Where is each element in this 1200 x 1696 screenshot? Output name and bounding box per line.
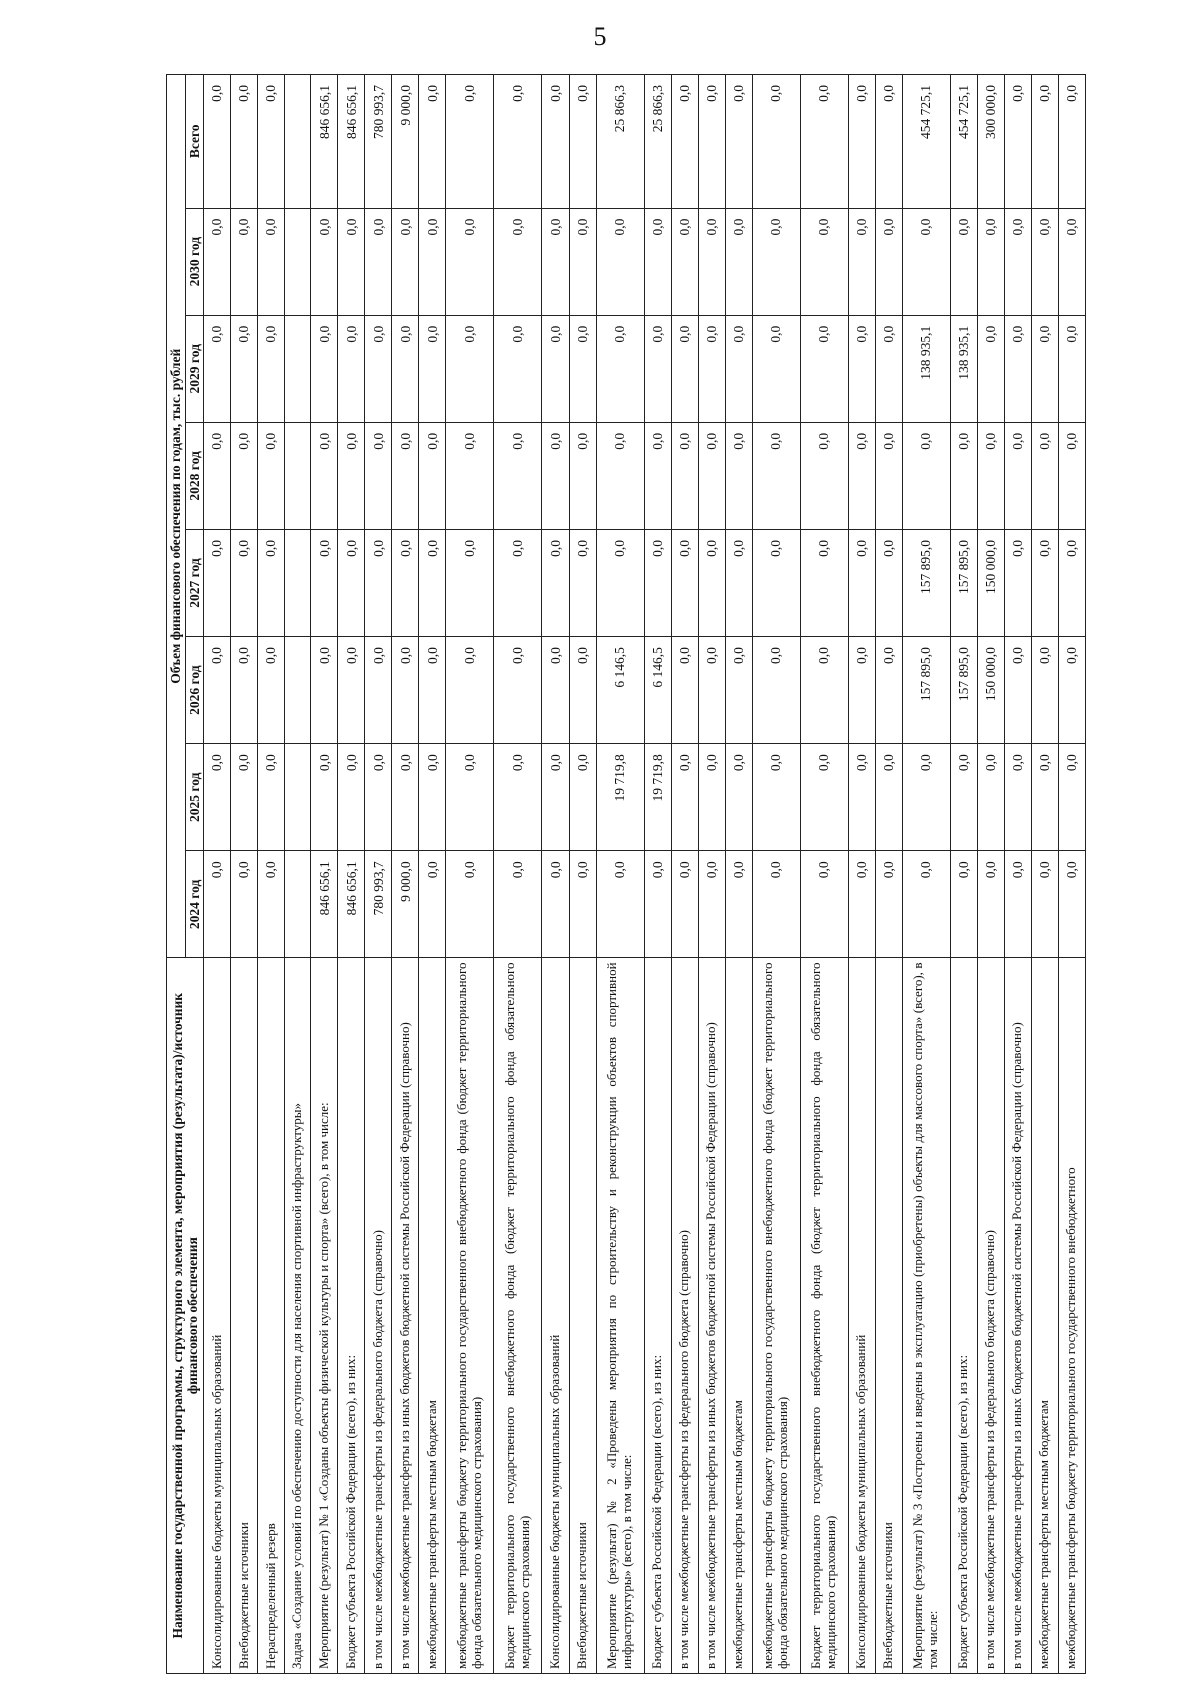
row-value: 0,0 (671, 208, 698, 315)
row-value: 0,0 (1058, 637, 1085, 744)
row-name: Консолидированные бюджеты муниципальных образований (204, 958, 231, 1674)
row-value: 0,0 (671, 637, 698, 744)
header-year: 2024 год (185, 851, 204, 958)
header-year: 2025 год (185, 744, 204, 851)
row-value: 0,0 (569, 315, 596, 422)
row-value: 0,0 (698, 315, 725, 422)
row-value: 0,0 (644, 529, 671, 636)
table-row (285, 75, 311, 1674)
row-value: 0,0 (365, 637, 392, 744)
row-value: 9 000,0 (392, 851, 419, 958)
row-value: 0,0 (1031, 744, 1058, 851)
row-value: 0,0 (494, 529, 542, 636)
table-row (204, 75, 231, 1674)
row-name: в том числе межбюджетные трансферты из федерального бюджета (справочно) (977, 958, 1004, 1674)
header-year: 2030 год (185, 208, 204, 315)
table-row (446, 75, 494, 1674)
row-value: 0,0 (752, 851, 800, 958)
row-value: 780 993,7 (365, 851, 392, 958)
row-value: 157 895,0 (902, 637, 950, 744)
table-row (365, 75, 392, 1674)
row-value: 0,0 (204, 208, 231, 315)
row-name: Бюджет территориального государственного внебюджетного фонда (бюджет территориального фонда обязательного медицинского страхования) (800, 958, 848, 1674)
row-value: 0,0 (338, 529, 365, 636)
row-value: 0,0 (258, 208, 285, 315)
row-value: 0,0 (446, 315, 494, 422)
row-name: Консолидированные бюджеты муниципальных образований (542, 958, 569, 1674)
row-value: 0,0 (875, 637, 902, 744)
row-value: 0,0 (1031, 637, 1058, 744)
row-value: 0,0 (231, 208, 258, 315)
row-value: 0,0 (1058, 529, 1085, 636)
row-value: 0,0 (1004, 851, 1031, 958)
row-value: 0,0 (419, 422, 446, 529)
row-value: 0,0 (1058, 851, 1085, 958)
financing-table (166, 74, 1086, 1674)
row-value: 0,0 (977, 851, 1004, 958)
header-year: 2027 год (185, 529, 204, 636)
table-row (1004, 75, 1031, 1674)
row-value: 0,0 (569, 422, 596, 529)
row-value: 0,0 (258, 529, 285, 636)
row-value: 0,0 (698, 529, 725, 636)
row-value: 0,0 (338, 315, 365, 422)
row-value: 0,0 (596, 422, 644, 529)
row-value: 0,0 (848, 744, 875, 851)
row-value: 300 000,0 (977, 75, 1004, 209)
row-value: 0,0 (752, 744, 800, 851)
row-value: 0,0 (752, 208, 800, 315)
row-name: Задача «Создание условий по обеспечению доступности для населения спортивной инфраструктуры» (285, 958, 311, 1674)
row-value: 0,0 (800, 851, 848, 958)
row-name: межбюджетные трансферты местным бюджетам (419, 958, 446, 1674)
row-value: 0,0 (752, 529, 800, 636)
row-name: Мероприятие (результат) № 2 «Проведены мероприятия по строительству и реконструкции объектов спортивной инфраструктуры» (всего), в том числе: (596, 958, 644, 1674)
row-value: 0,0 (392, 529, 419, 636)
row-value: 0,0 (258, 851, 285, 958)
row-value: 0,0 (231, 851, 258, 958)
row-value: 0,0 (1031, 75, 1058, 209)
row-value: 0,0 (848, 75, 875, 209)
row-name: Консолидированные бюджеты муниципальных образований (848, 958, 875, 1674)
row-value: 0,0 (542, 637, 569, 744)
row-value: 0,0 (1004, 529, 1031, 636)
row-value (285, 208, 311, 315)
row-value: 0,0 (311, 208, 338, 315)
row-value: 0,0 (725, 208, 752, 315)
row-value: 0,0 (569, 851, 596, 958)
row-value: 0,0 (725, 422, 752, 529)
row-value: 0,0 (231, 744, 258, 851)
row-value: 0,0 (725, 75, 752, 209)
row-value: 454 725,1 (902, 75, 950, 209)
row-value: 0,0 (848, 422, 875, 529)
row-value: 846 656,1 (338, 75, 365, 209)
row-value: 0,0 (338, 208, 365, 315)
row-value: 0,0 (698, 208, 725, 315)
row-value (285, 315, 311, 422)
row-name: межбюджетные трансферты бюджету территориального государственного внебюджетного фонда (бюджет территориального фонда обязательного медицинского страхования) (446, 958, 494, 1674)
row-name: в том числе межбюджетные трансферты из иных бюджетов бюджетной системы Российской Федерации (справочно) (698, 958, 725, 1674)
row-value (285, 851, 311, 958)
row-value: 0,0 (392, 315, 419, 422)
row-value: 0,0 (800, 208, 848, 315)
table-row (569, 75, 596, 1674)
row-value: 19 719,8 (596, 744, 644, 851)
row-value: 0,0 (446, 744, 494, 851)
table-row (902, 75, 950, 1674)
row-value: 0,0 (204, 422, 231, 529)
row-name: Бюджет субъекта Российской Федерации (всего), из них: (950, 958, 977, 1674)
row-value: 0,0 (258, 75, 285, 209)
row-name: Внебюджетные источники (231, 958, 258, 1674)
row-value: 0,0 (419, 75, 446, 209)
row-value: 0,0 (338, 637, 365, 744)
row-value: 0,0 (569, 529, 596, 636)
row-name: Внебюджетные источники (875, 958, 902, 1674)
row-value: 0,0 (977, 422, 1004, 529)
row-value: 157 895,0 (950, 637, 977, 744)
row-value: 0,0 (800, 75, 848, 209)
row-value: 0,0 (596, 851, 644, 958)
row-value: 0,0 (419, 208, 446, 315)
row-value: 0,0 (569, 744, 596, 851)
row-value: 0,0 (671, 422, 698, 529)
row-value: 0,0 (1058, 744, 1085, 851)
row-value: 0,0 (231, 422, 258, 529)
row-name: в том числе межбюджетные трансферты из федерального бюджета (справочно) (671, 958, 698, 1674)
row-value: 0,0 (311, 422, 338, 529)
row-value: 0,0 (204, 851, 231, 958)
table-row (231, 75, 258, 1674)
row-name: в том числе межбюджетные трансферты из иных бюджетов бюджетной системы Российской Федерации (справочно) (392, 958, 419, 1674)
row-value: 0,0 (338, 744, 365, 851)
row-value: 0,0 (365, 208, 392, 315)
row-value: 0,0 (494, 422, 542, 529)
row-value: 0,0 (950, 744, 977, 851)
table-row (848, 75, 875, 1674)
row-value: 0,0 (800, 637, 848, 744)
row-value: 454 725,1 (950, 75, 977, 209)
row-value: 0,0 (446, 851, 494, 958)
row-value: 0,0 (204, 529, 231, 636)
row-value: 0,0 (1004, 637, 1031, 744)
row-name: Мероприятие (результат) № 1 «Созданы объекты физической культуры и спорта» (всего), в том числе: (311, 958, 338, 1674)
header-group: Объем финансового обеспечения по годам, тыс. рублей (167, 75, 186, 958)
row-value: 150 000,0 (977, 637, 1004, 744)
header-name: Наименование государственной программы, структурного элемента, мероприятия (результата)/источник финансового обеспечения (167, 958, 204, 1674)
row-name: межбюджетные трансферты местным бюджетам (725, 958, 752, 1674)
row-value: 0,0 (542, 851, 569, 958)
table-row (419, 75, 446, 1674)
table-row (977, 75, 1004, 1674)
row-value: 0,0 (875, 75, 902, 209)
row-value: 0,0 (725, 744, 752, 851)
row-value: 0,0 (494, 637, 542, 744)
row-value: 6 146,5 (644, 637, 671, 744)
row-value: 0,0 (950, 208, 977, 315)
row-value: 0,0 (644, 422, 671, 529)
row-value: 0,0 (494, 208, 542, 315)
table-row (542, 75, 569, 1674)
row-value: 0,0 (204, 637, 231, 744)
row-value: 0,0 (446, 75, 494, 209)
table-row (258, 75, 285, 1674)
row-value: 25 866,3 (596, 75, 644, 209)
row-value: 0,0 (644, 851, 671, 958)
row-value: 0,0 (725, 851, 752, 958)
row-value: 150 000,0 (977, 529, 1004, 636)
row-value: 0,0 (419, 315, 446, 422)
row-value: 0,0 (848, 208, 875, 315)
row-value: 0,0 (875, 744, 902, 851)
row-value: 0,0 (204, 75, 231, 209)
table-row (1031, 75, 1058, 1674)
row-value: 0,0 (875, 529, 902, 636)
row-value: 6 146,5 (596, 637, 644, 744)
row-value: 0,0 (446, 208, 494, 315)
row-value (285, 75, 311, 209)
table-row (950, 75, 977, 1674)
row-value: 0,0 (1004, 75, 1031, 209)
row-value: 0,0 (1004, 744, 1031, 851)
row-value: 0,0 (902, 744, 950, 851)
row-value: 0,0 (338, 422, 365, 529)
row-value: 0,0 (311, 529, 338, 636)
row-value: 780 993,7 (365, 75, 392, 209)
row-value: 0,0 (569, 208, 596, 315)
row-value: 0,0 (848, 851, 875, 958)
row-value: 0,0 (494, 315, 542, 422)
row-value: 0,0 (848, 637, 875, 744)
row-value: 0,0 (569, 637, 596, 744)
table-row (338, 75, 365, 1674)
row-name: Нераспределенный резерв (258, 958, 285, 1674)
table-row (800, 75, 848, 1674)
table-row (392, 75, 419, 1674)
row-value: 0,0 (231, 315, 258, 422)
table-row (725, 75, 752, 1674)
row-value: 138 935,1 (902, 315, 950, 422)
row-value: 0,0 (902, 208, 950, 315)
row-value: 0,0 (419, 851, 446, 958)
row-value: 0,0 (1031, 851, 1058, 958)
header-year: 2028 год (185, 422, 204, 529)
row-value: 0,0 (1031, 315, 1058, 422)
row-value: 0,0 (725, 315, 752, 422)
row-value: 0,0 (671, 315, 698, 422)
table-row (875, 75, 902, 1674)
row-value: 0,0 (752, 422, 800, 529)
row-value: 0,0 (698, 75, 725, 209)
row-value: 0,0 (800, 315, 848, 422)
row-value: 157 895,0 (902, 529, 950, 636)
row-value: 0,0 (231, 529, 258, 636)
row-name: межбюджетные трансферты бюджету территориального государственного внебюджетного фонда (бюджет территориального фонда обязательного медицинского страхования) (752, 958, 800, 1674)
row-value: 0,0 (875, 208, 902, 315)
row-value: 0,0 (800, 744, 848, 851)
row-value: 0,0 (902, 422, 950, 529)
row-value: 0,0 (494, 851, 542, 958)
row-value: 0,0 (569, 75, 596, 209)
row-value: 0,0 (446, 422, 494, 529)
row-value: 0,0 (1058, 315, 1085, 422)
page-number: 5 (593, 22, 607, 51)
row-value: 0,0 (494, 744, 542, 851)
row-value: 0,0 (875, 851, 902, 958)
row-value: 0,0 (644, 208, 671, 315)
row-value: 0,0 (204, 315, 231, 422)
row-name: Бюджет территориального государственного внебюджетного фонда (бюджет территориального фонда обязательного медицинского страхования) (494, 958, 542, 1674)
row-value: 0,0 (698, 637, 725, 744)
row-value: 0,0 (392, 422, 419, 529)
row-value: 0,0 (446, 637, 494, 744)
header-year: 2029 год (185, 315, 204, 422)
row-value: 0,0 (596, 529, 644, 636)
row-value: 0,0 (419, 744, 446, 851)
row-value: 0,0 (542, 422, 569, 529)
table-row (698, 75, 725, 1674)
table-row (311, 75, 338, 1674)
row-value: 0,0 (950, 851, 977, 958)
row-value: 0,0 (875, 315, 902, 422)
row-value: 0,0 (446, 529, 494, 636)
row-value: 0,0 (596, 208, 644, 315)
row-value: 157 895,0 (950, 529, 977, 636)
row-name: межбюджетные трансферты местным бюджетам (1031, 958, 1058, 1674)
row-value (285, 744, 311, 851)
row-value: 0,0 (1031, 422, 1058, 529)
row-value: 0,0 (494, 75, 542, 209)
row-value: 0,0 (419, 529, 446, 636)
row-value: 0,0 (698, 422, 725, 529)
row-value: 0,0 (848, 529, 875, 636)
rotated-table-container (166, 74, 1086, 1674)
row-value: 0,0 (671, 75, 698, 209)
row-value: 0,0 (977, 208, 1004, 315)
row-value: 0,0 (231, 75, 258, 209)
table-header (167, 75, 204, 1674)
row-value: 25 866,3 (644, 75, 671, 209)
row-value: 0,0 (542, 208, 569, 315)
row-value: 0,0 (1031, 208, 1058, 315)
row-value: 0,0 (671, 529, 698, 636)
table-row (1058, 75, 1085, 1674)
row-value: 0,0 (365, 529, 392, 636)
row-value: 0,0 (204, 744, 231, 851)
row-value: 0,0 (848, 315, 875, 422)
row-value: 0,0 (752, 315, 800, 422)
row-value: 0,0 (725, 637, 752, 744)
row-value (285, 529, 311, 636)
row-value: 0,0 (419, 637, 446, 744)
row-value: 0,0 (950, 422, 977, 529)
row-value: 0,0 (542, 529, 569, 636)
table-row (671, 75, 698, 1674)
table-body (204, 75, 1086, 1674)
row-value: 0,0 (392, 208, 419, 315)
table-row (494, 75, 542, 1674)
row-value: 0,0 (542, 744, 569, 851)
row-value: 0,0 (258, 315, 285, 422)
row-value: 0,0 (902, 851, 950, 958)
row-value: 0,0 (542, 75, 569, 209)
row-value: 0,0 (1004, 422, 1031, 529)
row-value: 0,0 (752, 637, 800, 744)
row-value: 0,0 (311, 637, 338, 744)
row-name: межбюджетные трансферты бюджету территориального государственного внебюджетного (1058, 958, 1085, 1674)
row-value: 0,0 (365, 744, 392, 851)
row-value: 0,0 (392, 637, 419, 744)
row-value: 19 719,8 (644, 744, 671, 851)
row-value: 0,0 (542, 315, 569, 422)
row-value: 0,0 (1058, 75, 1085, 209)
row-value: 0,0 (258, 744, 285, 851)
row-value: 0,0 (231, 637, 258, 744)
row-value: 0,0 (392, 744, 419, 851)
row-value: 846 656,1 (311, 75, 338, 209)
table-row (644, 75, 671, 1674)
row-name: Бюджет субъекта Российской Федерации (всего), из них: (644, 958, 671, 1674)
row-value: 0,0 (1031, 529, 1058, 636)
row-value (285, 637, 311, 744)
row-value: 0,0 (258, 637, 285, 744)
row-value: 0,0 (1004, 315, 1031, 422)
row-value: 0,0 (1004, 208, 1031, 315)
row-value: 846 656,1 (311, 851, 338, 958)
row-value: 9 000,0 (392, 75, 419, 209)
row-value: 0,0 (698, 744, 725, 851)
row-value: 0,0 (1058, 422, 1085, 529)
row-value: 846 656,1 (338, 851, 365, 958)
row-value: 0,0 (365, 315, 392, 422)
row-value: 0,0 (671, 851, 698, 958)
row-name: Бюджет субъекта Российской Федерации (всего), из них: (338, 958, 365, 1674)
row-value: 0,0 (258, 422, 285, 529)
row-value: 0,0 (977, 315, 1004, 422)
table-row (752, 75, 800, 1674)
row-value: 0,0 (1058, 208, 1085, 315)
row-name: в том числе межбюджетные трансферты из федерального бюджета (справочно) (365, 958, 392, 1674)
row-value: 0,0 (671, 744, 698, 851)
row-value: 0,0 (977, 744, 1004, 851)
row-value: 0,0 (311, 744, 338, 851)
row-name: в том числе межбюджетные трансферты из иных бюджетов бюджетной системы Российской Федерации (справочно) (1004, 958, 1031, 1674)
row-value: 0,0 (800, 529, 848, 636)
row-name: Внебюджетные источники (569, 958, 596, 1674)
header-year: Всего (185, 75, 204, 209)
row-value: 0,0 (752, 75, 800, 209)
row-value: 0,0 (596, 315, 644, 422)
row-value: 0,0 (698, 851, 725, 958)
row-value: 0,0 (644, 315, 671, 422)
row-value: 138 935,1 (950, 315, 977, 422)
row-value: 0,0 (725, 529, 752, 636)
row-value: 0,0 (800, 422, 848, 529)
table-row (596, 75, 644, 1674)
row-value: 0,0 (875, 422, 902, 529)
row-value: 0,0 (365, 422, 392, 529)
header-year: 2026 год (185, 637, 204, 744)
row-name: Мероприятие (результат) № 3 «Построены и введены в эксплуатацию (приобретены) объекты для массового спорта» (всего), в том числе: (902, 958, 950, 1674)
row-value: 0,0 (311, 315, 338, 422)
row-value (285, 422, 311, 529)
